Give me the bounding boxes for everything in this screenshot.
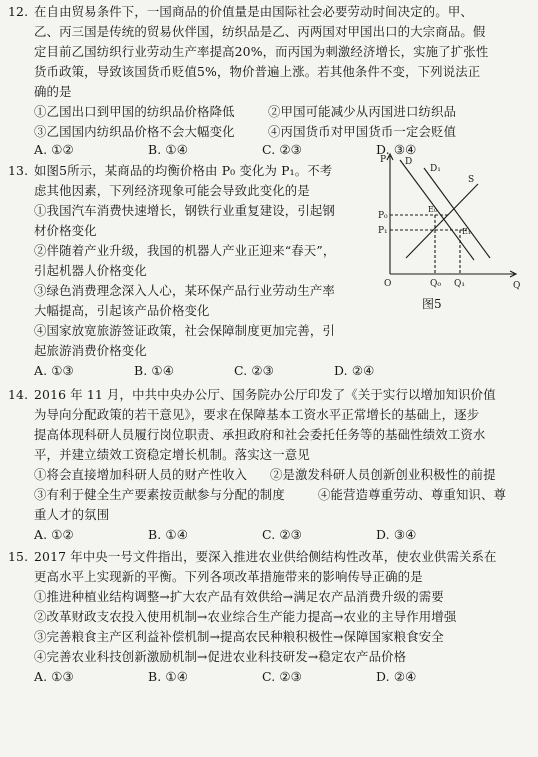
q14-statement-2: ②是激发科研人员创新创业积极性的前提 xyxy=(270,467,496,482)
q15-option-a: A. ①③ xyxy=(34,669,74,684)
q13-option-c: C. ②③ xyxy=(234,363,274,378)
q14-text-4: 平，并建立绩效工资稳定增长机制。落实这一意见 xyxy=(34,447,310,462)
q12-option-b: B. ①④ xyxy=(148,142,188,157)
figure-caption: 图5 xyxy=(422,297,442,311)
q14-statement-4-cont: 重人才的氛围 xyxy=(34,507,110,522)
q14-statement-1: ①将会直接增加科研人员的财产性收入 xyxy=(34,467,248,482)
q15-text-1: 2017 年中央一号文件指出，要深入推进农业供给侧结构性改革，使农业供需关系在 xyxy=(34,549,497,564)
q15-text-2: 更高水平上实现新的平衡。下列各项改革措施带来的影响传导正确的是 xyxy=(34,569,423,584)
q14-text-3: 提高体现科研人员履行岗位职责、承担政府和社会委托任务等的基础性绩效工资水 xyxy=(34,427,486,442)
q14-option-b: B. ①④ xyxy=(148,527,188,542)
supply-curve-s xyxy=(406,184,478,258)
label-s: S xyxy=(468,175,475,185)
q15-option-d: D. ②④ xyxy=(376,669,417,684)
q15-statement-1: ①推进种植业结构调整→扩大农产品有效供给→满足农产品消费升级的需要 xyxy=(34,589,444,604)
q12-statement-4: ④丙国货币对甲国货币一定会贬值 xyxy=(268,124,457,139)
q12-statement-2: ②甲国可能减少从丙国进口纺织品 xyxy=(268,104,457,119)
label-q0: Q₀ xyxy=(430,279,441,289)
q12-text-4: 货币政策，导致该国货币贬值5%，物价普遍上涨。若其他条件不变，下列说法正 xyxy=(34,64,481,79)
q14-statement-4: ④能营造尊重劳动、尊重知识、尊 xyxy=(318,487,507,502)
q12-text-5: 确的是 xyxy=(34,84,72,99)
label-p1: P₁ xyxy=(378,226,388,236)
q13-text-4: 材价格变化 xyxy=(34,223,97,238)
q13-option-d: D. ②④ xyxy=(334,363,375,378)
supply-demand-figure xyxy=(372,150,522,306)
label-e0: E₀ xyxy=(428,205,438,214)
q12-option-c: C. ②③ xyxy=(262,142,302,157)
q13-text-7: ③绿色消费理念深入人心，某环保产品行业劳动生产率 xyxy=(34,283,335,298)
q14-option-a: A. ①② xyxy=(34,527,74,542)
label-o: O xyxy=(384,279,392,289)
q13-text-5: ②伴随着产业升级，我国的机器人产业正迎来“春天”， xyxy=(34,243,336,258)
q14-statement-3: ③有利于健全生产要素按贡献参与分配的制度 xyxy=(34,487,285,502)
q12-text-1: 在自由贸易条件下，一国商品的价值量是由国际社会必要劳动时间决定的。甲、 xyxy=(34,4,473,19)
q13-text-2: 虑其他因素，下列经济现象可能会导致此变化的是 xyxy=(34,183,310,198)
q14-option-d: D. ③④ xyxy=(376,527,417,542)
q15-option-c: C. ②③ xyxy=(262,669,302,684)
label-q: Q xyxy=(513,281,521,291)
q12-text-3: 定目前乙国纺织行业劳动生产率提高20%，而丙国为刺激经济增长，实施了扩张性 xyxy=(34,44,489,59)
label-e1: E₁ xyxy=(462,227,472,236)
q12-text-2: 乙、丙三国是传统的贸易伙伴国，纺织品是乙、丙两国对甲国出口的大宗商品。假 xyxy=(34,24,486,39)
label-p: P xyxy=(380,155,387,165)
q12-statement-1: ①乙国出口到甲国的纺织品价格降低 xyxy=(34,104,235,119)
q14-option-c: C. ②③ xyxy=(262,527,302,542)
q14-text-1: 2016 年 11 月，中共中央办公厅、国务院办公厅印发了《关于实行以增加知识价值 xyxy=(34,387,496,402)
label-d: D xyxy=(405,157,413,167)
q15-statement-4: ④完善农业科技创新激励机制→促进农业科技研发→稳定农产品价格 xyxy=(34,649,407,664)
question-number-13: 13. xyxy=(8,163,29,178)
label-p0: P₀ xyxy=(378,211,388,221)
q12-option-d: D. ③④ xyxy=(376,142,417,157)
question-number-15: 15. xyxy=(8,549,29,564)
q13-option-a: A. ①③ xyxy=(34,363,74,378)
q12-option-a: A. ①② xyxy=(34,142,74,157)
label-d1: D₁ xyxy=(430,164,441,174)
q15-statement-3: ③完善粮食主产区利益补偿机制→提高农民种粮积极性→保障国家粮食安全 xyxy=(34,629,444,644)
q13-text-9: ④国家放宽旅游签证政策，社会保障制度更加完善，引 xyxy=(34,323,335,338)
q13-option-b: B. ①④ xyxy=(134,363,174,378)
question-number-14: 14. xyxy=(8,387,29,402)
q14-text-2: 为导向分配政策的若干意见》，要求在保障基本工资水平正常增长的基础上，逐步 xyxy=(34,407,480,422)
q13-text-10: 起旅游消费价格变化 xyxy=(34,343,147,358)
q13-text-3: ①我国汽车消费快速增长，钢铁行业重复建设，引起钢 xyxy=(34,203,335,218)
q15-option-b: B. ①④ xyxy=(148,669,188,684)
question-number-12: 12. xyxy=(8,4,29,19)
label-q1: Q₁ xyxy=(454,279,465,289)
q13-text-1: 如图5所示，某商品的均衡价格由 P₀ 变化为 P₁。不考 xyxy=(34,163,333,178)
q13-text-6: 引起机器人价格变化 xyxy=(34,263,147,278)
q15-statement-2: ②改革财政支农投入使用机制→农业综合生产能力提高→农业的主导作用增强 xyxy=(34,609,457,624)
q13-text-8: 大幅提高，引起该产品价格变化 xyxy=(34,303,210,318)
q12-statement-3: ③乙国国内纺织品价格不会大幅变化 xyxy=(34,124,235,139)
